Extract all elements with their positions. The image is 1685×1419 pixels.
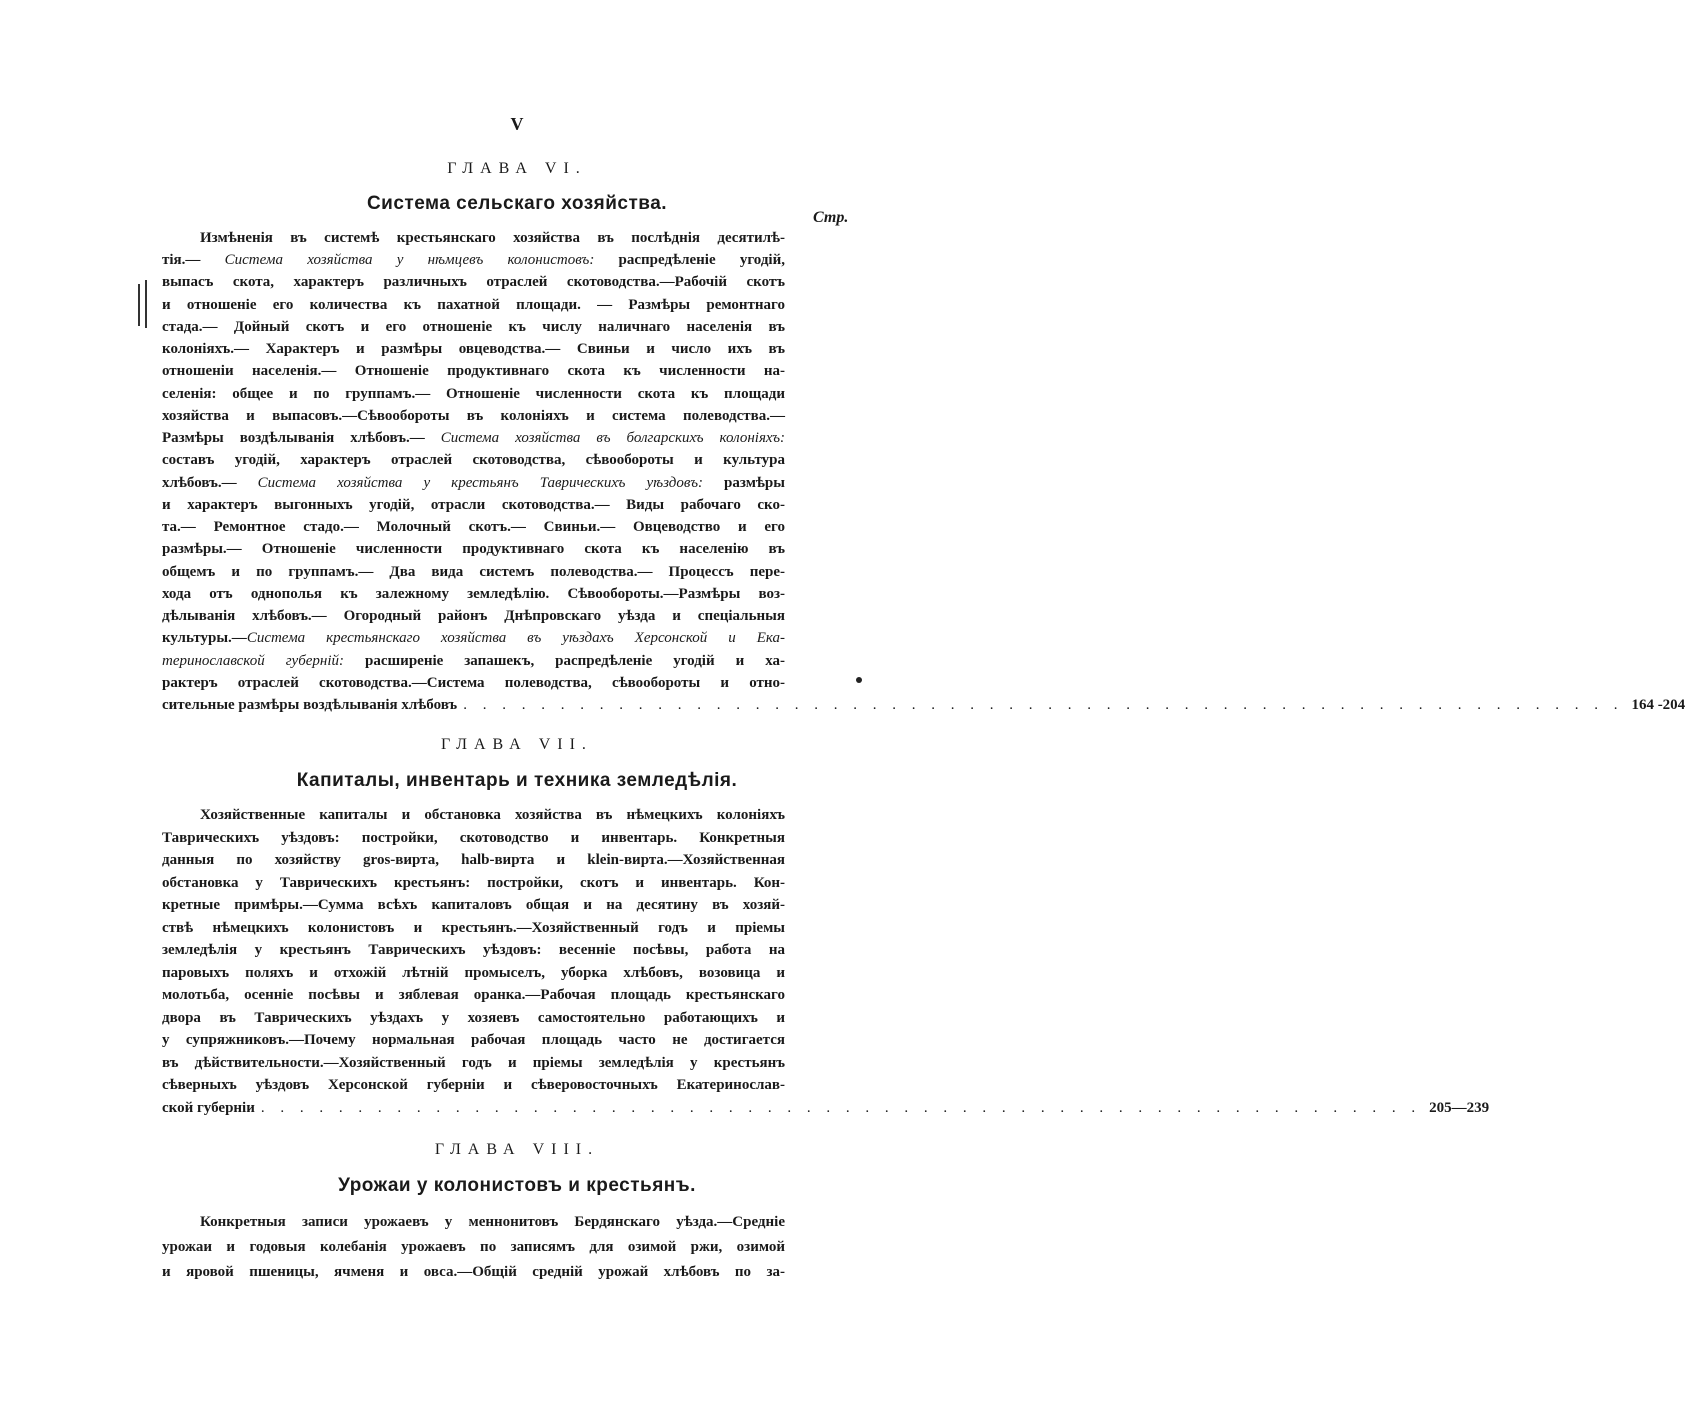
toc-line <box>162 695 1685 715</box>
text-segment: у супряжниковъ.—Почему нормальная рабочая площадь часто не достигается <box>162 1032 785 1048</box>
text-segment: ской губерніи <box>162 1099 255 1116</box>
text-segment: отношеніи населенія.— Отношеніе продуктивнаго скота къ численности на- <box>162 363 785 380</box>
chapter-title: Капиталы, инвентарь и техника земледѣлія. <box>296 770 738 791</box>
toc-line <box>162 584 785 604</box>
leader-dots: . . . . . . . . . . . . . . . . . . . . . . . . . . . . . . . . . . . . . . . . . . . . . . . . . . . . . . . . . . . . <box>463 697 1624 714</box>
toc-line <box>162 1075 785 1095</box>
toc-line <box>162 384 785 404</box>
toc-line <box>162 850 785 870</box>
toc-line <box>162 940 785 960</box>
text-segment: въ дѣйствительности.—Хозяйственный годъ и пріемы земледѣлія у крестьянъ <box>162 1054 785 1071</box>
page-column-label: Стр. <box>813 209 849 226</box>
toc-line <box>162 473 785 493</box>
toc-line <box>162 895 785 915</box>
text-segment: стада.— Дойный скотъ и его отношеніе къ числу наличнаго населенія въ <box>162 318 785 335</box>
toc-line <box>162 873 785 893</box>
text-segment: расширеніе запашекъ, распредѣленіе угодій и ха- <box>344 652 786 669</box>
text-segment: ствѣ нѣмецкихъ колонистовъ и крестьянъ.—Хозяйственный годъ и пріемы <box>162 919 785 936</box>
toc-line <box>162 361 785 381</box>
text-segment: общемъ и по группамъ.— Два вида системъ полеводства.— Процессъ пере- <box>162 563 785 580</box>
toc-line <box>162 828 785 848</box>
toc-line <box>162 1053 785 1073</box>
text-segment: селенія: общее и по группамъ.— Отношеніе численности скота къ площади <box>162 385 785 402</box>
text-segment: размѣры.— Отношеніе численности продуктивнаго скота къ населенію въ <box>162 541 785 558</box>
toc-line <box>162 317 785 337</box>
text-segment: кретные примѣры.—Сумма всѣхъ капиталовъ общая и на десятину въ хозяй- <box>162 897 785 913</box>
toc-line <box>162 539 785 559</box>
italic-section-title: Система хозяйства у крестьянъ Таврическихъ уѣздовъ: <box>257 474 703 491</box>
toc-line <box>162 339 785 359</box>
toc-line <box>162 450 785 470</box>
toc-line <box>162 628 785 648</box>
toc-line <box>162 963 785 983</box>
chapter-heading: ГЛАВА VIII. <box>434 1141 600 1158</box>
text-segment: и яровой пшеницы, ячменя и овса.—Общій средній урожай хлѣбовъ по за- <box>162 1264 785 1280</box>
text-segment: хода отъ однополья къ залежному земледѣлію. Сѣвообороты.—Размѣры воз- <box>162 585 785 602</box>
text-segment: и отношеніе его количества къ пахатной площади. — Размѣры ремонтнаго <box>162 296 785 313</box>
text-segment: размѣры <box>702 474 785 491</box>
page-range: 205—239 <box>1429 1099 1490 1116</box>
text-segment: рактеръ отраслей скотоводства.—Система полеводства, сѣвообороты и отно- <box>162 674 785 691</box>
toc-line <box>162 1237 785 1257</box>
toc-line <box>162 517 785 537</box>
text-segment: обстановка у Таврическихъ крестьянъ: постройки, скотъ и инвентарь. Кон- <box>162 874 785 891</box>
italic-section-title: Система хозяйства въ болгарскихъ колоніяхъ: <box>440 430 785 447</box>
text-segment: дѣлыванія хлѣбовъ.— Огородный районъ Днѣпровскаго уѣзда и спеціальныя <box>162 608 785 625</box>
margin-mark <box>138 284 140 326</box>
toc-line <box>162 985 785 1005</box>
leader-dots: . . . . . . . . . . . . . . . . . . . . . . . . . . . . . . . . . . . . . . . . . . . . . . . . . . . . . . . . . . . . <box>260 1099 1422 1116</box>
margin-dot <box>856 677 862 683</box>
toc-line <box>162 1008 785 1028</box>
toc-line <box>162 1098 1490 1118</box>
toc-line <box>200 1212 785 1232</box>
toc-line <box>162 428 785 448</box>
text-segment: двора въ Таврическихъ уѣздахъ у хозяевъ самостоятельно работающихъ и <box>162 1009 785 1026</box>
text-segment: Конкретныя записи урожаевъ у меннонитовъ Бердянскаго уѣзда.—Средніе <box>200 1214 785 1230</box>
chapter-title: Урожаи у колонистовъ и крестьянъ. <box>338 1175 696 1196</box>
italic-section-title: теринославской губерній: <box>162 652 345 669</box>
italic-section-title: Система хозяйства у нѣмцевъ колонистовъ: <box>224 252 595 269</box>
text-segment: урожаи и годовыя колебанія урожаевъ по записямъ для озимой ржи, озимой <box>162 1239 785 1255</box>
text-segment: хозяйства и выпасовъ.—Сѣвообороты въ колоніяхъ и система полеводства.— <box>162 407 785 424</box>
margin-mark <box>145 280 147 328</box>
text-segment: Размѣры воздѣлыванія хлѣбовъ.— <box>162 430 441 447</box>
text-segment: паровыхъ поляхъ и отхожій лѣтній промыселъ, уборка хлѣбовъ, возовица и <box>162 964 785 981</box>
toc-line <box>162 495 785 515</box>
italic-section-title: Система крестьянскаго хозяйства въ уѣздахъ Херсонской и Ека- <box>246 630 785 647</box>
toc-line <box>162 673 785 693</box>
text-segment: Измѣненія въ системѣ крестьянскаго хозяйства въ послѣднія десятилѣ- <box>200 230 785 246</box>
toc-line <box>162 272 785 292</box>
text-segment: культуры.— <box>162 630 247 647</box>
text-segment: распредѣленіе угодій, <box>594 252 785 269</box>
toc-line <box>162 918 785 938</box>
toc-line <box>200 228 785 248</box>
text-segment: сительные размѣры воздѣлыванія хлѣбовъ <box>162 697 458 714</box>
text-segment: сѣверныхъ уѣздовъ Херсонской губерніи и сѣверовосточныхъ Екатеринослав- <box>162 1077 785 1093</box>
text-segment: тія.— <box>162 252 225 269</box>
text-segment: Хозяйственные капиталы и обстановка хозяйства въ нѣмецкихъ колоніяхъ <box>200 807 785 823</box>
chapter-heading: ГЛАВА VI. <box>447 160 587 177</box>
chapter-heading: ГЛАВА VII. <box>441 736 593 753</box>
toc-line <box>162 250 785 270</box>
text-segment: земледѣлія у крестьянъ Таврическихъ уѣздовъ: весенніе посѣвы, работа на <box>162 942 785 958</box>
text-segment: данныя по хозяйству gros-вирта, halb-вирта и klein-вирта.—Хозяйственная <box>162 852 785 868</box>
text-segment: выпасъ скота, характеръ различныхъ отраслей скотоводства.—Рабочій скотъ <box>162 274 785 291</box>
text-segment: та.— Ремонтное стадо.— Молочный скотъ.— Свиньи.— Овцеводство и его <box>162 519 785 536</box>
page-range: 164 -204 <box>1631 697 1685 714</box>
text-segment: колоніяхъ.— Характеръ и размѣры овцеводства.— Свиньи и число ихъ въ <box>162 341 785 358</box>
text-segment: и характеръ выгонныхъ угодій, отрасли скотоводства.— Виды рабочаго ско- <box>162 496 785 513</box>
toc-line <box>162 562 785 582</box>
toc-line <box>162 1030 785 1050</box>
text-segment: хлѣбовъ.— <box>162 474 258 491</box>
toc-line <box>162 651 785 671</box>
toc-line <box>162 606 785 626</box>
toc-line <box>162 406 785 426</box>
text-segment: составъ угодій, характеръ отраслей скотоводства, сѣвообороты и культура <box>162 452 785 469</box>
chapter-title: Система сельскаго хозяйства. <box>366 193 668 214</box>
toc-line <box>162 1262 785 1282</box>
page-number: V <box>510 114 524 134</box>
text-segment: Таврическихъ уѣздовъ: постройки, скотоводство и инвентарь. Конкретныя <box>162 829 785 846</box>
toc-line <box>200 805 785 825</box>
text-segment: молотьба, осенніе посѣвы и зяблевая оранка.—Рабочая площадь крестьянскаго <box>162 987 785 1003</box>
toc-line <box>162 295 785 315</box>
